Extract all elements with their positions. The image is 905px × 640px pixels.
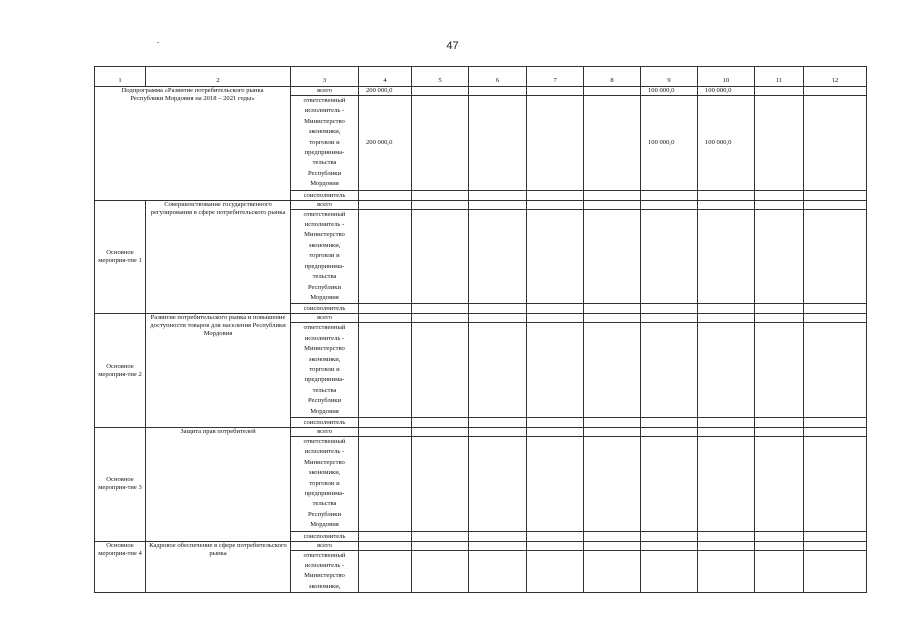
header-cell: 12 xyxy=(804,67,867,87)
header-cell: 11 xyxy=(755,67,804,87)
header-cell: 2 xyxy=(146,67,291,87)
row-label-total: всего xyxy=(291,427,359,436)
measure-name: Кадровое обеспечение в сфере потребительского рынка xyxy=(146,541,291,593)
row-label-total: всего xyxy=(291,314,359,323)
table-header-row xyxy=(95,67,867,87)
row-label-co-executor: соисполнитель xyxy=(291,531,359,541)
header-cell: 1 xyxy=(95,67,146,87)
row-label-co-executor: соисполнитель xyxy=(291,304,359,314)
table-row xyxy=(95,200,867,209)
measure-label: Основное мероприя-тие 3 xyxy=(95,427,146,541)
value-cell: 100 000,0 xyxy=(641,87,698,96)
row-label-co-executor: соисполнитель xyxy=(291,190,359,200)
header-cell: 3 xyxy=(291,67,359,87)
header-cell: 8 xyxy=(584,67,641,87)
table-row xyxy=(95,87,867,96)
header-cell: 10 xyxy=(698,67,755,87)
header-cell: 4 xyxy=(359,67,412,87)
measure-name: Защита прав потребителей xyxy=(146,427,291,541)
subprogram-title xyxy=(95,87,291,201)
row-label-responsible: ответственный исполнитель - Министерство экономики, торговли и предпринима- тельства Республики Мордовия xyxy=(291,436,359,531)
row-label-total: всего xyxy=(291,541,359,550)
page-number: 47 xyxy=(446,40,459,52)
subprogram-title-line1: Подпрограмма «Развитие потребительского рынка xyxy=(121,87,264,94)
header-cell: 9 xyxy=(641,67,698,87)
value-cell: 100 000,0 xyxy=(698,96,755,191)
row-label-co-executor: соисполнитель xyxy=(291,417,359,427)
measure-label: Основное мероприя-тие 2 xyxy=(95,314,146,428)
table-row xyxy=(95,314,867,323)
value-cell: 100 000,0 xyxy=(698,87,755,96)
row-label-responsible: ответственный исполнитель - Министерство экономики, xyxy=(291,550,359,593)
row-label-responsible: ответственный исполнитель - Министерство экономики, торговли и предпринима- тельства Республики Мордовия xyxy=(291,96,359,191)
subprogram-title-line2: Республики Мордовия на 2018 – 2021 годы» xyxy=(130,95,255,102)
header-cell: 7 xyxy=(527,67,584,87)
header-cell: 5 xyxy=(412,67,469,87)
measure-label: Основное мероприя-тие 1 xyxy=(95,200,146,314)
budget-table xyxy=(94,66,867,593)
value-cell: 100 000,0 xyxy=(641,96,698,191)
header-cell: 6 xyxy=(469,67,527,87)
measure-name: Совершенствование государственного регулирования в сфере потребительского рынка xyxy=(146,200,291,314)
measure-label: Основное мероприя-тие 4 xyxy=(95,541,146,593)
row-label-responsible: ответственный исполнитель - Министерство экономики, торговли и предпринима- тельства Республики Мордовия xyxy=(291,323,359,418)
measure-name: Развитие потребительского рынка и повышение доступности товаров для населения Республики Мордовия xyxy=(146,314,291,428)
value-cell: 200 000,0 xyxy=(359,96,412,191)
row-label-total: всего xyxy=(291,87,359,96)
table-row xyxy=(95,541,867,550)
table-row xyxy=(95,427,867,436)
value-cell: 200 000,0 xyxy=(359,87,412,96)
row-label-total: всего xyxy=(291,200,359,209)
row-label-responsible: ответственный исполнитель - Министерство экономики, торговли и предпринима- тельства Республики Мордовия xyxy=(291,209,359,304)
scan-artifact xyxy=(157,42,159,43)
